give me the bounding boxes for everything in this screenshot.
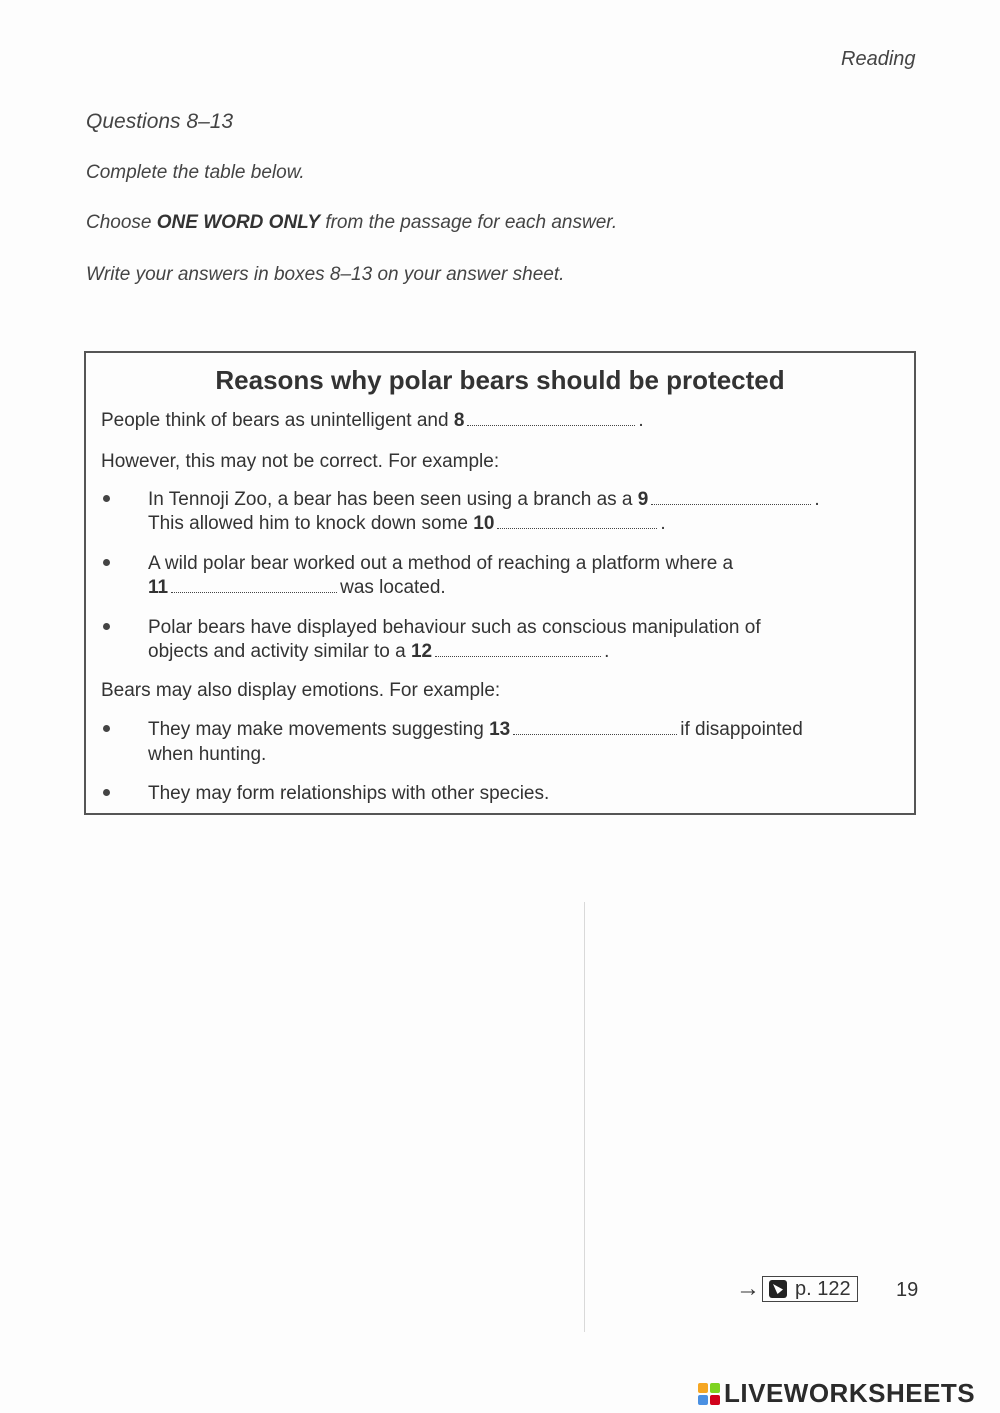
gap-number-8: 8 — [453, 410, 465, 431]
emotions-line: Bears may also display emotions. For example: — [101, 680, 501, 701]
bullet-3-text: objects and activity similar to a — [148, 641, 411, 662]
answer-gap-9[interactable] — [651, 503, 811, 505]
instruction-choose-word — [86, 212, 617, 234]
instruction-emphasis: ONE WORD ONLY — [156, 212, 321, 233]
bullet-2 — [103, 559, 110, 566]
bullet-3-line-1: Polar bears have displayed behaviour such as conscious manipulation of — [148, 617, 761, 638]
page-number: 19 — [896, 1279, 919, 1301]
bullet-4-text: if disappointed — [680, 719, 803, 740]
bullet-4-text: They may make movements suggesting — [148, 719, 490, 740]
bullet-4-line-1 — [148, 719, 803, 741]
intro-text: People think of bears as unintelligent and — [101, 410, 454, 431]
gap-number-13: 13 — [489, 719, 511, 740]
section-label: Reading — [841, 48, 916, 70]
bullet-1-line-1 — [148, 489, 820, 511]
intro-line — [101, 410, 644, 432]
pointer-icon — [769, 1280, 787, 1298]
answer-key-reference[interactable] — [736, 1276, 858, 1302]
bullet-2-line-1: A wild polar bear worked out a method of reaching a platform where a — [148, 553, 734, 574]
instruction-text: Choose — [86, 212, 157, 233]
answer-gap-13[interactable] — [513, 733, 677, 735]
gap-number-11: 11 — [148, 577, 169, 598]
bullet-2-text: was located. — [340, 577, 446, 598]
notes-table — [84, 351, 916, 815]
instruction-write-answers: Write your answers in boxes 8–13 on your answer sheet. — [86, 264, 565, 285]
liveworksheets-logo[interactable] — [698, 1378, 975, 1409]
bullet-1-text: In Tennoji Zoo, a bear has been seen using a branch as a — [148, 489, 638, 510]
brand-name: LIVEWORKSHEETS — [724, 1378, 976, 1408]
instruction-complete-table: Complete the table below. — [86, 162, 305, 183]
instruction-text: from the passage for each answer. — [320, 212, 618, 233]
bullet-4 — [103, 725, 110, 732]
page-fold-mark — [584, 902, 585, 1332]
bullet-1-period: . — [814, 489, 820, 510]
answer-gap-12[interactable] — [435, 655, 601, 657]
reference-box — [762, 1276, 858, 1302]
reference-page: p. 122 — [795, 1277, 851, 1300]
bullet-3-line-2 — [148, 641, 609, 663]
bullet-2-line-2 — [148, 577, 446, 599]
questions-heading: Questions 8–13 — [86, 110, 234, 133]
bullet-5 — [103, 789, 110, 796]
gap-number-9: 9 — [637, 489, 649, 510]
bullet-3 — [103, 623, 110, 630]
logo-square-3 — [698, 1395, 708, 1405]
bullet-3-period: . — [604, 641, 610, 662]
answer-gap-8[interactable] — [467, 424, 635, 426]
logo-square-2 — [710, 1383, 720, 1393]
table-title: Reasons why polar bears should be protected — [215, 365, 785, 395]
bullet-1-line-2 — [148, 513, 666, 535]
gap-number-12: 12 — [410, 641, 433, 662]
however-line: However, this may not be correct. For example: — [101, 451, 500, 472]
bullet-1-text: This allowed him to knock down some — [148, 513, 474, 534]
intro-period: . — [638, 410, 644, 431]
bullet-1-period: . — [660, 513, 666, 534]
bullet-5-line: They may form relationships with other species. — [148, 783, 550, 804]
arrow-right-icon: → — [736, 1275, 760, 1302]
answer-gap-10[interactable] — [497, 527, 657, 529]
logo-square-1 — [698, 1383, 708, 1393]
gap-number-10: 10 — [473, 513, 495, 534]
logo-grid-icon — [698, 1383, 720, 1405]
logo-square-4 — [710, 1395, 720, 1405]
bullet-1 — [103, 495, 110, 502]
bullet-4-line-2: when hunting. — [148, 744, 267, 765]
answer-gap-11[interactable] — [171, 591, 337, 593]
